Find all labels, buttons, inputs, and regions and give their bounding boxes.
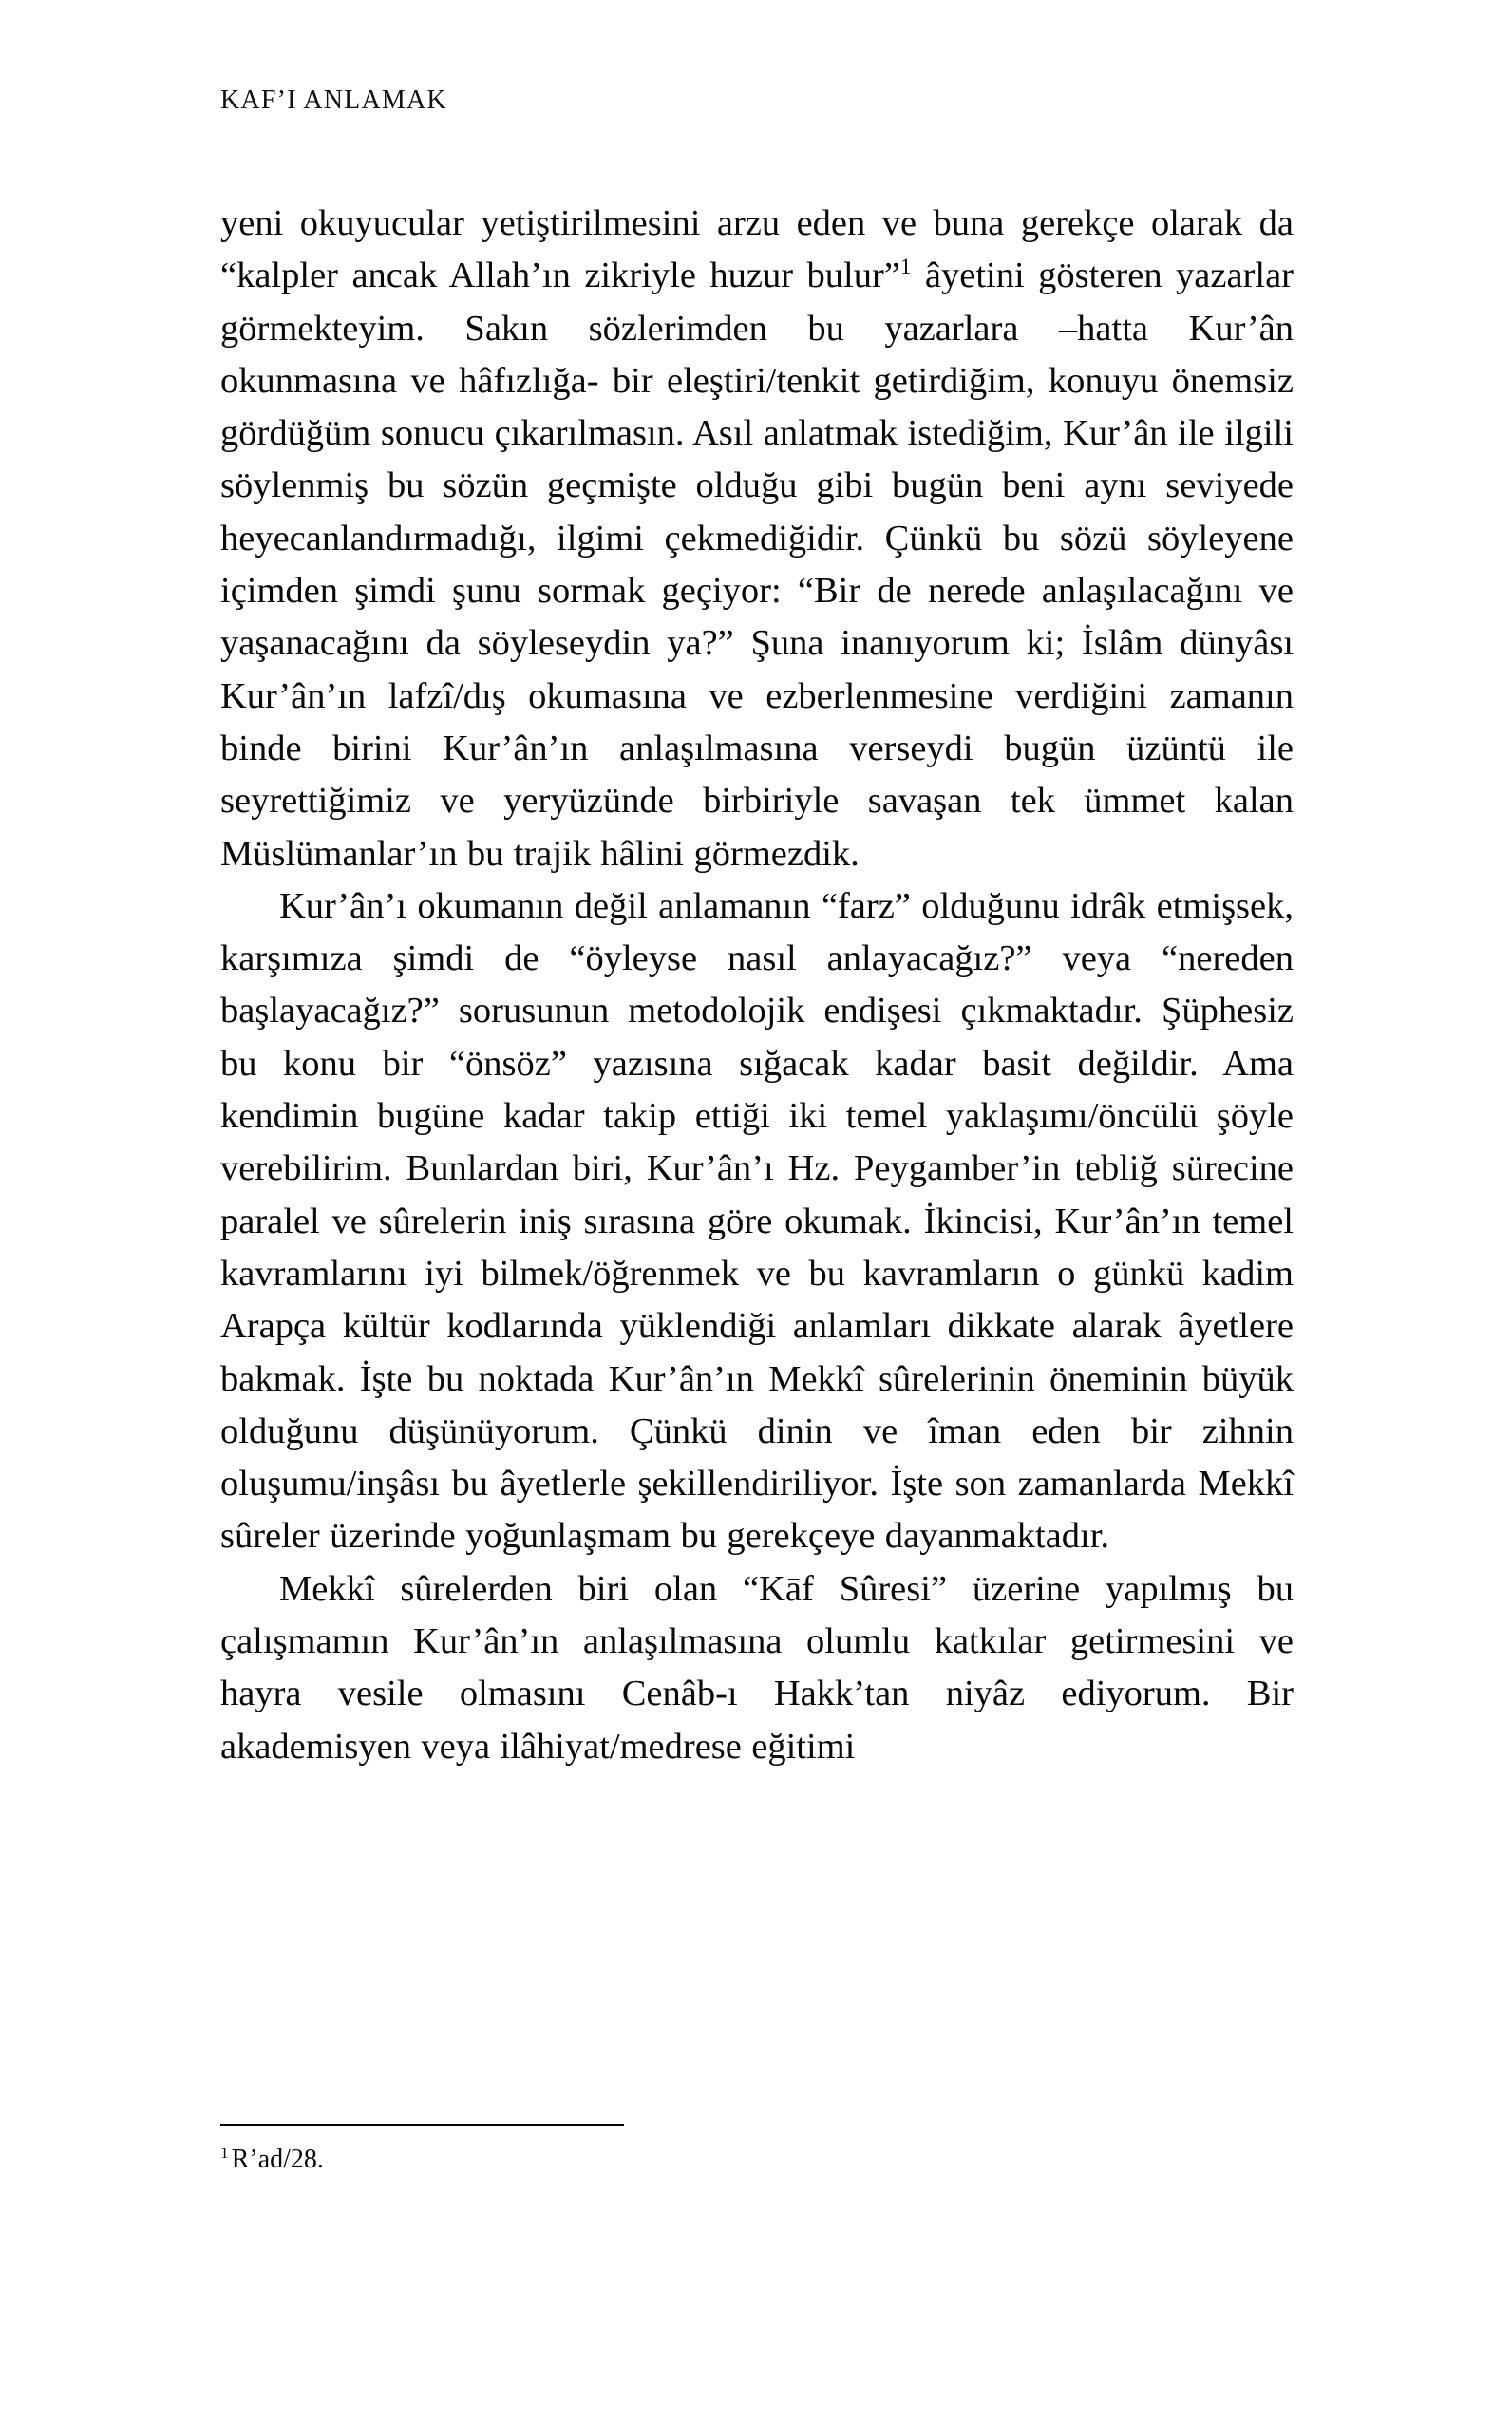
paragraph-2 [220, 880, 1294, 1563]
running-head: KAF’I ANLAMAK [220, 85, 447, 115]
paragraph-1-text-part-2: âyetini gösteren yazarlar görmekteyim. Sakın sözlerimden bu yazarlara –hatta Kur’ân okunmasına ve hâfızlığa- bir eleştiri/tenkit getirdiğim, konuyu önemsiz gördüğüm sonucu çıkarılmasın. Asıl anlatmak istediğim, Kur’ân ile ilgili söylenmiş bu sözün geçmişte olduğu gibi bugün beni aynı seviyede heyecanlandırmadığı, ilgimi çekmediğidir. Çünkü bu sözü söyleyene içimden şimdi şunu sormak geçiyor: “Bir de nerede anlaşılacağını ve yaşanacağını da söyleseydin ya?” Şuna inanıyorum ki; İslâm dünyâsı Kur’ân’ın lafzî/dış okumasına ve ezberlenmesine verdiğini zamanın binde birini Kur’ân’ın anlaşılmasına verseydi bugün üzüntü ile seyrettiğimiz ve yeryüzünde birbiriyle savaşan tek ümmet kalan Müslümanlar’ın bu trajik hâlini görmezdik. [220, 255, 1294, 874]
paragraph-1-text-part-1: yeni okuyucular yetiştirilmesini arzu eden ve buna gerekçe olarak da “kalpler ancak Allah’ın zikriyle huzur bulur” [220, 203, 1294, 296]
footnote-area [220, 2124, 1294, 2177]
footnote-item-1 [220, 2143, 1294, 2177]
footnote-reference-1[interactable]: 1 [899, 254, 912, 279]
footnote-separator-rule [220, 2124, 624, 2126]
footnote-marker-1: 1 [220, 2143, 229, 2162]
paragraph-3 [220, 1563, 1294, 1773]
body-text-block [220, 198, 1294, 1773]
paragraph-3-text: Mekkî sûrelerden biri olan “Kāf Sûresi” üzerine yapılmış bu çalışmamın Kur’ân’ın anlaşılmasına olumlu katkılar getirmesini ve hayra vesile olmasını Cenâb-ı Hakk’tan niyâz ediyorum. Bir akademisyen veya ilâhiyat/medrese eğitimi [220, 1568, 1294, 1767]
footnote-text-1: R’ad/28. [231, 2145, 324, 2174]
paragraph-1 [220, 198, 1294, 880]
paragraph-2-text: Kur’ân’ı okumanın değil anlamanın “farz” olduğunu idrâk etmişsek, karşımıza şimdi de “öyleyse nasıl anlayacağız?” veya “nereden başlayacağız?” sorusunun metodolojik endişesi çıkmaktadır. Şüphesiz bu konu bir “önsöz” yazısına sığacak kadar basit değildir. Ama kendimin bugüne kadar takip ettiği iki temel yaklaşımı/öncülü şöyle verebilirim. Bunlardan biri, Kur’ân’ı Hz. Peygamber’in tebliğ sürecine paralel ve sûrelerin iniş sırasına göre okumak. İkincisi, Kur’ân’ın temel kavramlarını iyi bilmek/öğrenmek ve bu kavramların o günkü kadim Arapça kültür kodlarında yüklendiği anlamları dikkate alarak âyetlere bakmak. İşte bu noktada Kur’ân’ın Mekkî sûrelerinin öneminin büyük olduğunu düşünüyorum. Çünkü dinin ve îman eden bir zihnin oluşumu/inşâsı bu âyetlerle şekillendiriliyor. İşte son zamanlarda Mekkî sûreler üzerinde yoğunlaşmam bu gerekçeye dayanmaktadır. [220, 885, 1294, 1557]
